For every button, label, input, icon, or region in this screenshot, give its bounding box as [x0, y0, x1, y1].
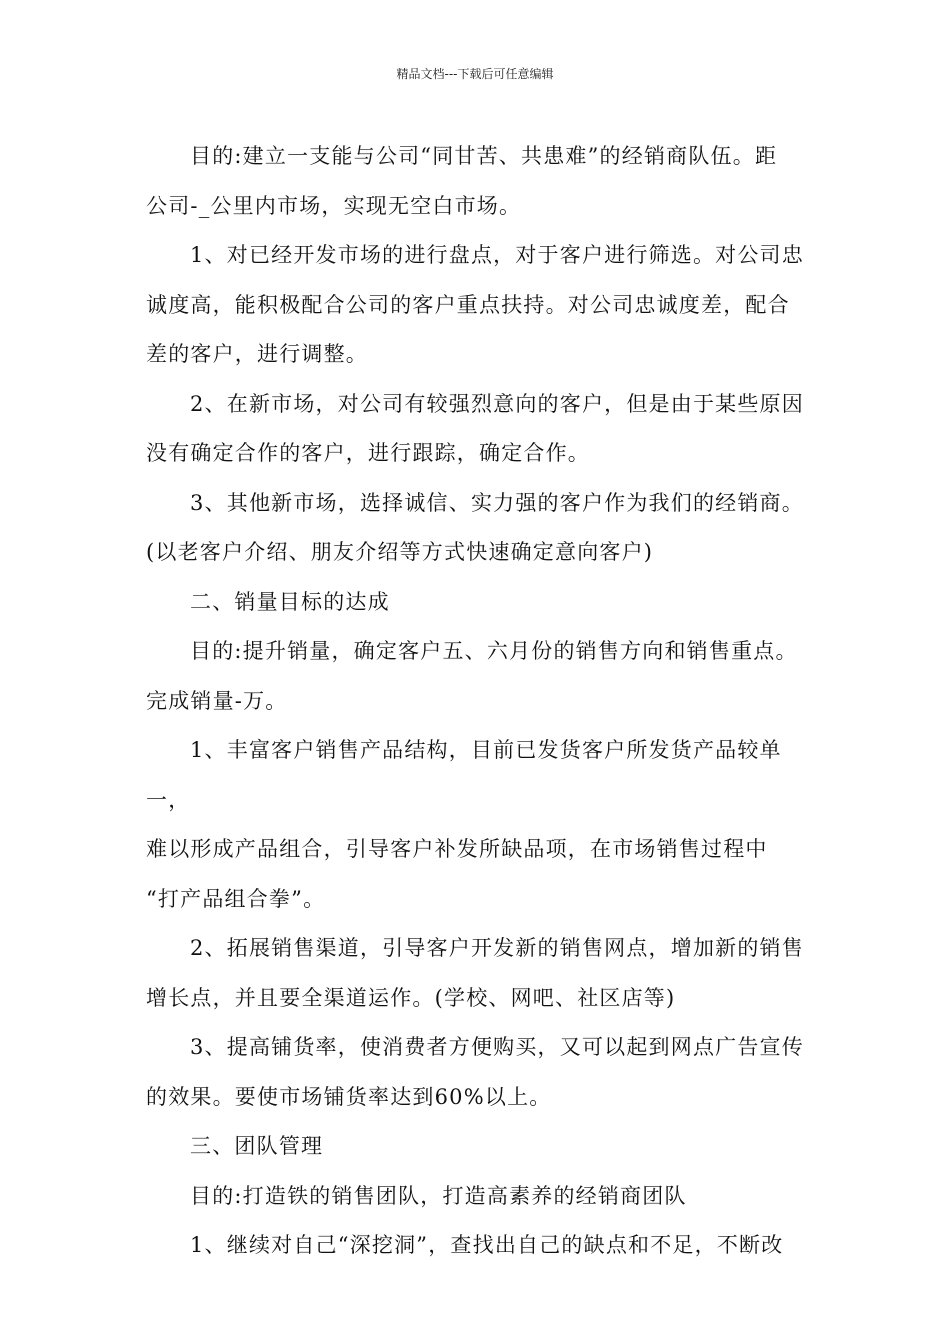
text-line: 差的客户，进行调整。: [146, 342, 368, 366]
text-line: 没有确定合作的客户，进行跟踪，确定合作。: [146, 441, 590, 465]
text-line: 三、团队管理: [190, 1134, 324, 1158]
text-line: 1、丰富客户销售产品结构，目前已发货客户所发货产品较单一，: [146, 738, 782, 812]
text-line: 的效果。要使市场铺货率达到60%以上。: [146, 1084, 552, 1109]
paragraph-item-3-other-market: [146, 479, 826, 578]
paragraph-item-1-self-improvement: [146, 1221, 826, 1271]
paragraph-goal-dealer-team: [146, 132, 826, 231]
page-header: 精品文档---下载后可任意编辑: [396, 67, 554, 81]
paragraph-item-2-new-market: [146, 380, 826, 479]
text-line: 目的:提升销量，确定客户五、六月份的销售方向和销售重点。: [190, 639, 798, 663]
text-line: 目的:打造铁的销售团队，打造高素养的经销商团队: [190, 1183, 687, 1208]
text-line: 1、对已经开发市场的进行盘点，对于客户进行筛选。对公司忠: [190, 243, 804, 267]
text-line: 二、销量目标的达成: [190, 589, 390, 614]
text-line: 2、在新市场，对公司有较强烈意向的客户，但是由于某些原因: [190, 391, 804, 416]
document-body: [146, 132, 826, 1271]
text-line: 完成销量-万。: [146, 688, 288, 713]
text-line: 公司-_公里内市场，实现无空白市场。: [146, 193, 522, 218]
paragraph-goal-team: [146, 1172, 826, 1222]
text-line: (以老客户介绍、朋友介绍等方式快速确定意向客户): [146, 540, 654, 564]
text-line: 3、其他新市场，选择诚信、实力强的客户作为我们的经销商。: [190, 490, 804, 515]
text-line: 3、提高铺货率，使消费者方便购买，又可以起到网点广告宣传: [190, 1035, 804, 1059]
paragraph-item-1-product-structure: [146, 726, 826, 924]
paragraph-goal-sales: [146, 627, 826, 726]
text-line: 难以形成产品组合，引导客户补发所缺品项，在市场销售过程中: [146, 837, 768, 861]
text-line: 诚度高，能积极配合公司的客户重点扶持。对公司忠诚度差，配合: [146, 292, 790, 317]
text-line: 目的:建立一支能与公司“同甘苦、共患难”的经销商队伍。距: [190, 144, 778, 168]
paragraph-item-3-distribution-rate: [146, 1023, 826, 1122]
text-line: 增长点，并且要全渠道运作。(学校、网吧、社区店等): [146, 985, 676, 1010]
text-line: “打产品组合拳”。: [146, 886, 326, 911]
paragraph-item-1-market-review: [146, 231, 826, 380]
paragraph-item-2-sales-channels: [146, 924, 826, 1023]
text-line: 2、拓展销售渠道，引导客户开发新的销售网点，增加新的销售: [190, 936, 804, 960]
section-heading-team-management: [146, 1122, 826, 1172]
text-line: 1、继续对自己“深挖洞”，查找出自己的缺点和不足，不断改: [190, 1233, 784, 1257]
section-heading-sales-target: [146, 578, 826, 628]
